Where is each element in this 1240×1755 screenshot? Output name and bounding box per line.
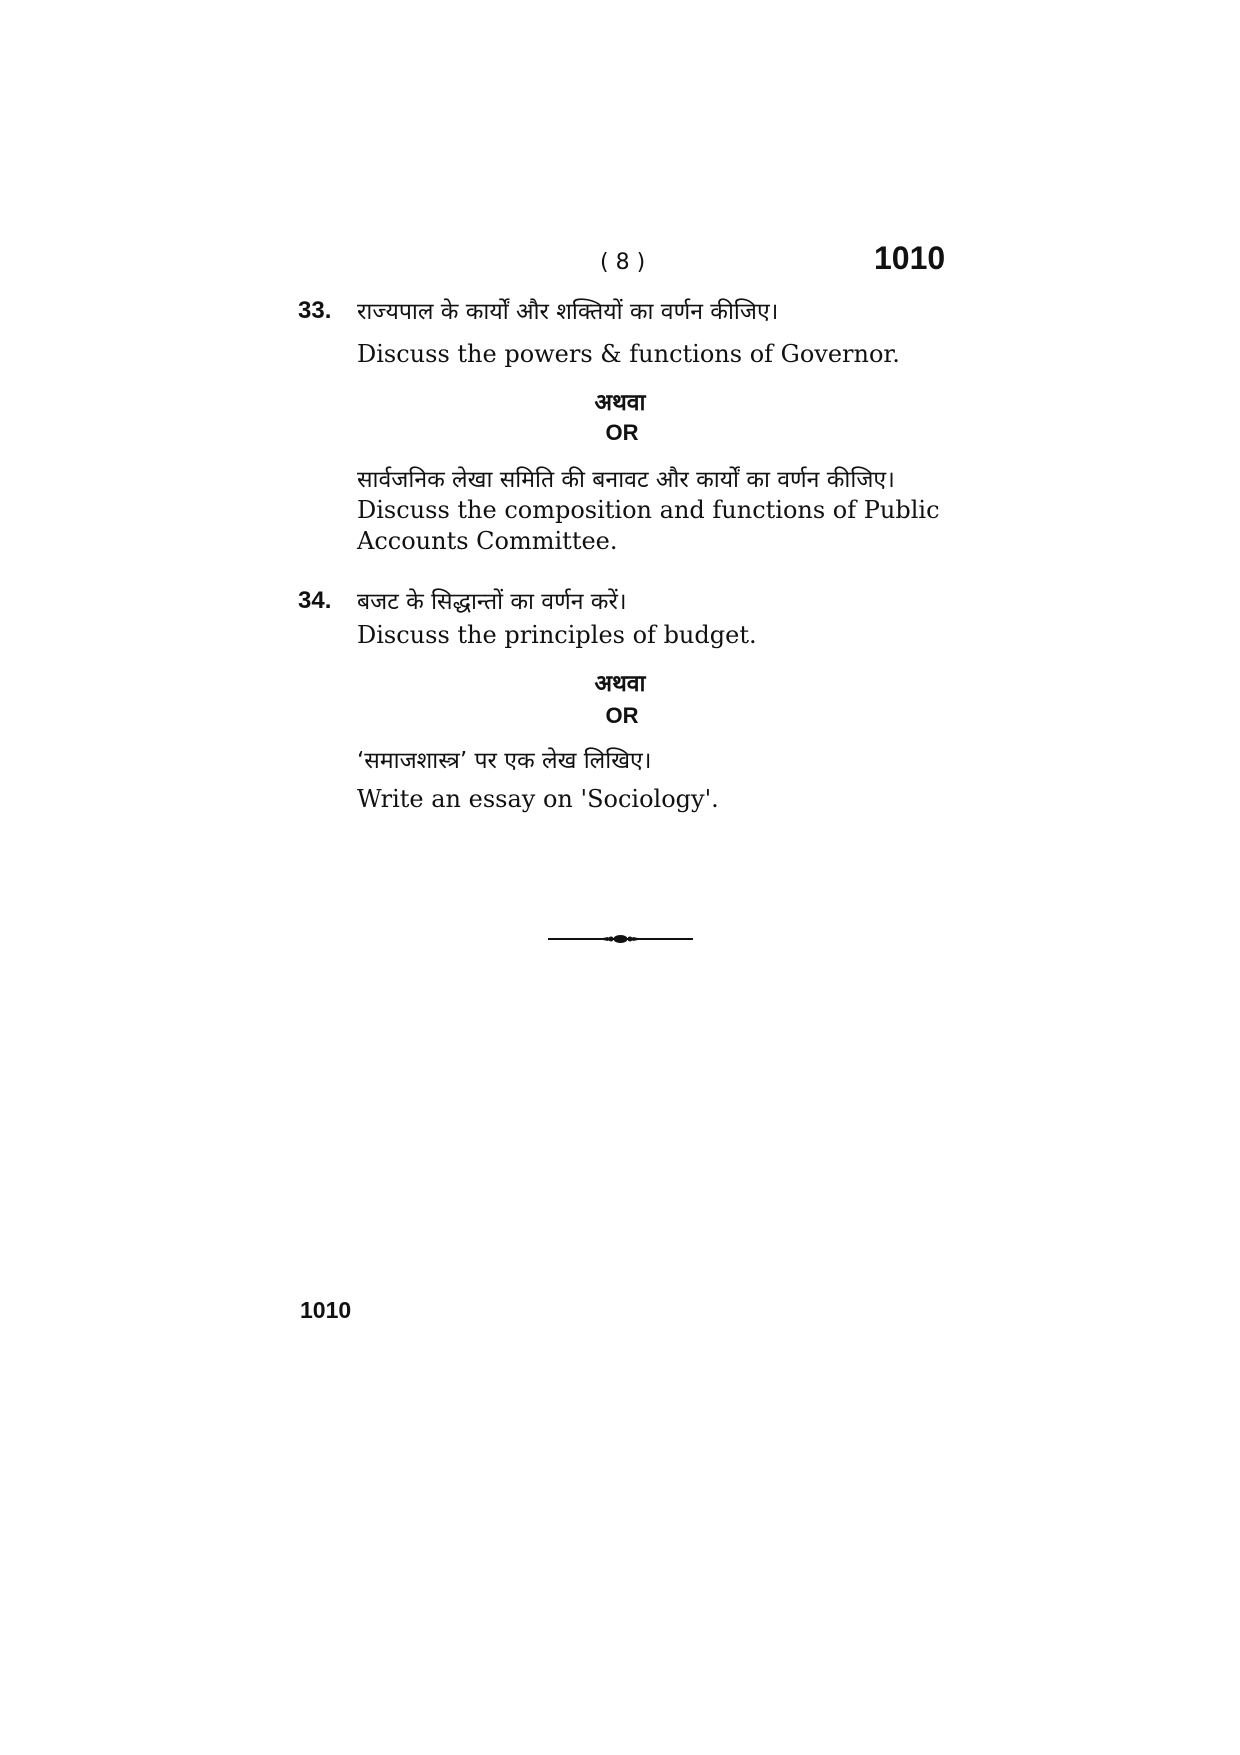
alt-question-hindi-text: ‘समाजशास्त्र’ पर एक लेख लिखिए। (357, 748, 652, 774)
paper-code-header: 1010 (874, 240, 946, 276)
alt-question-english-line1: Discuss the composition and functions of Public (357, 496, 940, 524)
question-hindi-text: राज्यपाल के कार्यों और शक्तियों का वर्णन कीजिए। (357, 299, 779, 325)
alt-question-english-line1: Write an essay on 'Sociology'. (357, 785, 719, 813)
page-number: ( 8 ) (600, 250, 646, 275)
alt-question-hindi-text: सार्वजनिक लेखा समिति की बनावट और कार्यों का वर्णन कीजिए। (357, 467, 895, 493)
question-hindi-text: बजट के सिद्धान्तों का वर्णन करें। (357, 589, 627, 615)
question-english-text: Discuss the powers & functions of Governor. (357, 340, 900, 368)
question-english-text: Discuss the principles of budget. (357, 621, 757, 649)
end-ornament-divider (548, 932, 693, 946)
paper-code-footer: 1010 (300, 1297, 352, 1323)
alt-question-english-line2: Accounts Committee. (357, 527, 618, 555)
question-number: 33. (298, 297, 332, 324)
question-number: 34. (298, 587, 332, 614)
